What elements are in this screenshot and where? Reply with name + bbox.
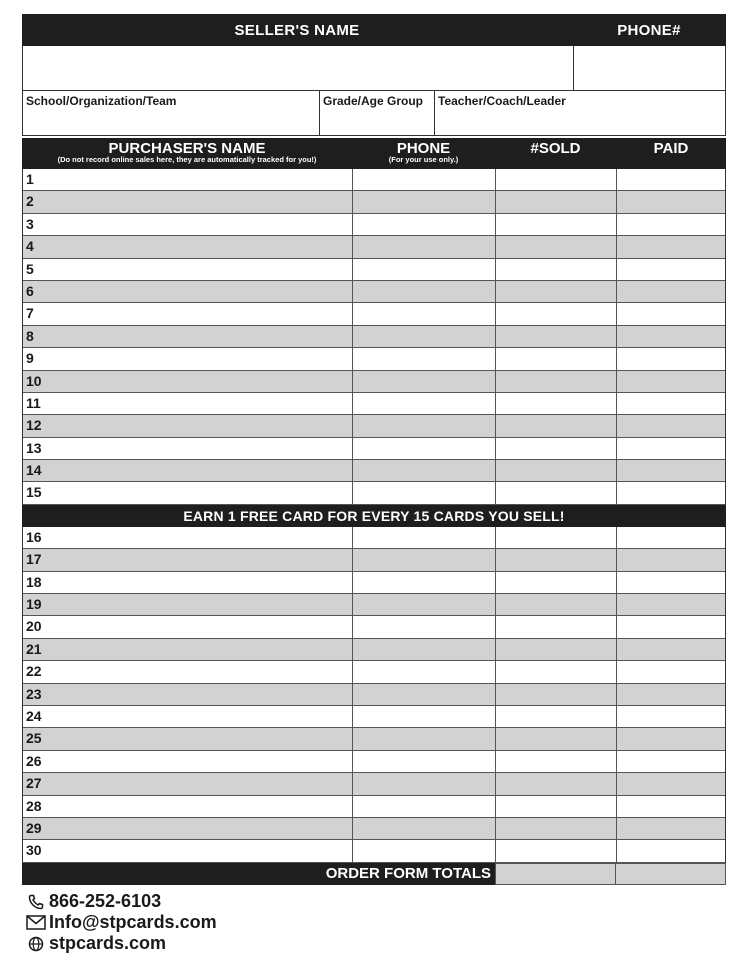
row-sold-field[interactable]	[496, 527, 617, 548]
row-name-field[interactable]	[23, 661, 353, 682]
info-row	[22, 91, 726, 136]
row-number: 24	[26, 707, 42, 724]
row-phone-field[interactable]	[353, 796, 496, 817]
row-name-field[interactable]	[23, 684, 353, 705]
row-name-field[interactable]	[23, 236, 353, 257]
row-sold-field[interactable]	[496, 594, 617, 615]
totals-label: ORDER FORM TOTALS	[22, 863, 495, 885]
row-name-field[interactable]	[23, 259, 353, 280]
order-row	[23, 818, 725, 840]
contact-email	[26, 912, 217, 933]
row-phone-field[interactable]	[353, 684, 496, 705]
row-number: 14	[26, 462, 42, 479]
row-phone-field[interactable]	[353, 527, 496, 548]
row-number: 4	[26, 238, 34, 255]
seller-fields	[22, 46, 726, 91]
row-paid-field[interactable]	[617, 438, 725, 459]
row-sold-field[interactable]	[496, 639, 617, 660]
row-name-field[interactable]	[23, 706, 353, 727]
row-sold-field[interactable]	[496, 706, 617, 727]
order-row	[23, 840, 725, 862]
sold-header: #SOLD	[530, 140, 581, 157]
order-row	[23, 616, 725, 638]
row-sold-field[interactable]	[496, 214, 617, 235]
row-phone-field[interactable]	[353, 460, 496, 481]
row-paid-field[interactable]	[617, 728, 725, 749]
row-number: 6	[26, 282, 34, 299]
row-name-field[interactable]	[23, 438, 353, 459]
order-rows-first	[22, 169, 726, 505]
row-sold-field[interactable]	[496, 236, 617, 257]
row-name-field[interactable]	[23, 549, 353, 570]
row-phone-field[interactable]	[353, 661, 496, 682]
row-paid-field[interactable]	[617, 326, 725, 347]
row-paid-field[interactable]	[617, 572, 725, 593]
column-header	[22, 138, 726, 169]
grade-field[interactable]	[320, 91, 435, 135]
phone-title: PHONE	[396, 140, 451, 157]
row-number: 27	[26, 775, 42, 792]
row-paid-field[interactable]	[617, 639, 725, 660]
row-phone-field[interactable]	[353, 482, 496, 503]
row-name-field[interactable]	[23, 594, 353, 615]
row-name-field[interactable]	[23, 527, 353, 548]
row-number: 20	[26, 618, 42, 635]
seller-name-field[interactable]	[23, 46, 574, 90]
row-paid-field[interactable]	[617, 818, 725, 839]
seller-phone-field[interactable]	[574, 46, 725, 90]
row-paid-field[interactable]	[617, 393, 725, 414]
row-paid-field[interactable]	[617, 281, 725, 302]
row-sold-field[interactable]	[496, 572, 617, 593]
row-number: 7	[26, 305, 34, 322]
row-phone-field[interactable]	[353, 326, 496, 347]
order-row	[23, 371, 725, 393]
row-name-field[interactable]	[23, 616, 353, 637]
row-sold-field[interactable]	[496, 191, 617, 212]
row-name-field[interactable]	[23, 415, 353, 436]
row-paid-field[interactable]	[617, 527, 725, 548]
order-row	[23, 281, 725, 303]
row-paid-field[interactable]	[617, 259, 725, 280]
row-phone-field[interactable]	[353, 639, 496, 660]
row-paid-field[interactable]	[617, 482, 725, 503]
row-sold-field[interactable]	[496, 796, 617, 817]
order-row	[23, 639, 725, 661]
row-phone-field[interactable]	[353, 214, 496, 235]
order-row	[23, 415, 725, 437]
order-row	[23, 549, 725, 571]
contact-website-text[interactable]: stpcards.com	[49, 933, 167, 953]
row-number: 1	[26, 171, 34, 187]
order-row	[23, 684, 725, 706]
order-row	[23, 259, 725, 281]
row-phone-field[interactable]	[353, 728, 496, 749]
row-sold-field[interactable]	[496, 616, 617, 637]
row-sold-field[interactable]	[496, 259, 617, 280]
row-phone-field[interactable]	[353, 303, 496, 324]
row-phone-field[interactable]	[353, 236, 496, 257]
row-number: 17	[26, 551, 42, 568]
order-row	[23, 773, 725, 795]
row-number: 12	[26, 417, 42, 434]
row-number: 25	[26, 730, 42, 747]
school-field[interactable]	[23, 91, 320, 135]
row-name-field[interactable]	[23, 191, 353, 212]
order-row	[23, 236, 725, 258]
row-phone-field[interactable]	[353, 191, 496, 212]
row-name-field[interactable]	[23, 818, 353, 839]
order-row	[23, 460, 725, 482]
order-row	[23, 572, 725, 594]
row-sold-field[interactable]	[496, 348, 617, 369]
row-name-field[interactable]	[23, 482, 353, 503]
row-name-field[interactable]	[23, 348, 353, 369]
order-row	[23, 482, 725, 504]
row-phone-field[interactable]	[353, 415, 496, 436]
row-number: 18	[26, 573, 42, 590]
contact-phone-text[interactable]: 866-252-6103	[49, 891, 162, 911]
row-paid-field[interactable]	[617, 549, 725, 570]
row-phone-field[interactable]	[353, 818, 496, 839]
row-number: 10	[26, 372, 42, 389]
row-number: 11	[26, 394, 41, 411]
row-name-field[interactable]	[23, 326, 353, 347]
row-paid-field[interactable]	[617, 684, 725, 705]
row-number: 9	[26, 350, 34, 367]
row-sold-field[interactable]	[496, 751, 617, 772]
row-paid-field[interactable]	[617, 303, 725, 324]
row-paid-field[interactable]	[617, 796, 725, 817]
row-phone-field[interactable]	[353, 840, 496, 861]
row-paid-field[interactable]	[617, 706, 725, 727]
contact-website	[26, 933, 217, 954]
order-row	[23, 393, 725, 415]
row-name-field[interactable]	[23, 303, 353, 324]
phone-icon	[26, 893, 46, 911]
row-number: 29	[26, 819, 42, 836]
row-sold-field[interactable]	[496, 661, 617, 682]
row-paid-field[interactable]	[617, 751, 725, 772]
paid-header: PAID	[653, 140, 689, 157]
school-label: School/Organization/Team	[26, 94, 177, 108]
row-phone-field[interactable]	[353, 348, 496, 369]
contact-info	[26, 891, 217, 954]
row-name-field[interactable]	[23, 751, 353, 772]
contact-phone	[26, 891, 217, 912]
order-row	[23, 594, 725, 616]
teacher-field[interactable]	[435, 91, 725, 135]
globe-icon	[26, 935, 46, 953]
order-row	[23, 169, 725, 191]
phone-header	[352, 141, 495, 164]
order-row	[23, 348, 725, 370]
order-row	[23, 214, 725, 236]
row-sold-field[interactable]	[496, 840, 617, 861]
row-name-field[interactable]	[23, 796, 353, 817]
row-phone-field[interactable]	[353, 549, 496, 570]
row-paid-field[interactable]	[617, 348, 725, 369]
totals-row	[22, 863, 726, 885]
row-number: 30	[26, 842, 42, 859]
row-sold-field[interactable]	[496, 281, 617, 302]
row-sold-field[interactable]	[496, 728, 617, 749]
row-phone-field[interactable]	[353, 259, 496, 280]
row-number: 22	[26, 663, 42, 680]
row-number: 13	[26, 439, 42, 456]
row-paid-field[interactable]	[617, 661, 725, 682]
order-row	[23, 438, 725, 460]
row-number: 19	[26, 596, 42, 613]
row-name-field[interactable]	[23, 460, 353, 481]
row-paid-field[interactable]	[617, 773, 725, 794]
row-paid-field[interactable]	[617, 415, 725, 436]
order-row	[23, 326, 725, 348]
phone-note: (For your use only.)	[388, 155, 459, 164]
purchaser-name-title: PURCHASER'S NAME	[108, 140, 266, 157]
row-sold-field[interactable]	[496, 371, 617, 392]
contact-email-text[interactable]: Info@stpcards.com	[49, 912, 217, 932]
row-sold-field[interactable]	[496, 415, 617, 436]
row-name-field[interactable]	[23, 840, 353, 861]
row-name-field[interactable]	[23, 214, 353, 235]
row-phone-field[interactable]	[353, 169, 496, 190]
purchaser-name-header	[22, 141, 352, 164]
row-paid-field[interactable]	[617, 616, 725, 637]
order-row	[23, 706, 725, 728]
row-paid-field[interactable]	[617, 371, 725, 392]
row-sold-field[interactable]	[496, 303, 617, 324]
row-paid-field[interactable]	[617, 191, 725, 212]
row-sold-field[interactable]	[496, 773, 617, 794]
row-sold-field[interactable]	[496, 438, 617, 459]
row-name-field[interactable]	[23, 728, 353, 749]
row-phone-field[interactable]	[353, 393, 496, 414]
row-name-field[interactable]	[23, 371, 353, 392]
row-number: 21	[26, 640, 42, 657]
row-name-field[interactable]	[23, 773, 353, 794]
teacher-label: Teacher/Coach/Leader	[438, 94, 566, 108]
row-sold-field[interactable]	[496, 482, 617, 503]
row-name-field[interactable]	[23, 572, 353, 593]
row-paid-field[interactable]	[617, 236, 725, 257]
row-number: 8	[26, 327, 34, 344]
row-sold-field[interactable]	[496, 393, 617, 414]
order-rows-second	[22, 527, 726, 863]
row-sold-field[interactable]	[496, 169, 617, 190]
row-name-field[interactable]	[23, 169, 353, 190]
total-paid-field[interactable]	[616, 863, 726, 885]
order-row	[23, 751, 725, 773]
row-paid-field[interactable]	[617, 840, 725, 861]
order-row	[23, 796, 725, 818]
row-phone-field[interactable]	[353, 773, 496, 794]
row-sold-field[interactable]	[496, 460, 617, 481]
purchaser-name-note: (Do not record online sales here, they are automatically tracked for you!)	[57, 155, 317, 164]
row-phone-field[interactable]	[353, 751, 496, 772]
row-phone-field[interactable]	[353, 371, 496, 392]
row-number: 26	[26, 752, 42, 769]
grade-label: Grade/Age Group	[323, 94, 424, 108]
seller-phone-label: PHONE#	[617, 21, 681, 39]
order-row	[23, 661, 725, 683]
row-paid-field[interactable]	[617, 460, 725, 481]
total-sold-field[interactable]	[495, 863, 616, 885]
order-form	[22, 14, 726, 885]
order-row	[23, 191, 725, 213]
row-paid-field[interactable]	[617, 594, 725, 615]
order-row	[23, 527, 725, 549]
order-row	[23, 728, 725, 750]
row-sold-field[interactable]	[496, 549, 617, 570]
row-sold-field[interactable]	[496, 326, 617, 347]
row-number: 3	[26, 215, 34, 232]
row-number: 15	[26, 484, 42, 501]
row-sold-field[interactable]	[496, 684, 617, 705]
seller-name-label: SELLER'S NAME	[234, 21, 360, 39]
row-name-field[interactable]	[23, 281, 353, 302]
row-phone-field[interactable]	[353, 572, 496, 593]
row-number: 5	[26, 260, 34, 277]
row-number: 23	[26, 685, 42, 702]
row-name-field[interactable]	[23, 393, 353, 414]
row-name-field[interactable]	[23, 639, 353, 660]
seller-header	[22, 14, 726, 46]
row-phone-field[interactable]	[353, 438, 496, 459]
free-card-banner: EARN 1 FREE CARD FOR EVERY 15 CARDS YOU SELL!	[22, 505, 726, 527]
row-phone-field[interactable]	[353, 706, 496, 727]
row-number: 28	[26, 797, 42, 814]
row-phone-field[interactable]	[353, 281, 496, 302]
row-number: 16	[26, 528, 42, 545]
row-paid-field[interactable]	[617, 214, 725, 235]
row-phone-field[interactable]	[353, 616, 496, 637]
envelope-icon	[26, 914, 46, 932]
row-sold-field[interactable]	[496, 818, 617, 839]
row-paid-field[interactable]	[617, 169, 725, 190]
row-phone-field[interactable]	[353, 594, 496, 615]
row-number: 2	[26, 193, 34, 210]
order-row	[23, 303, 725, 325]
